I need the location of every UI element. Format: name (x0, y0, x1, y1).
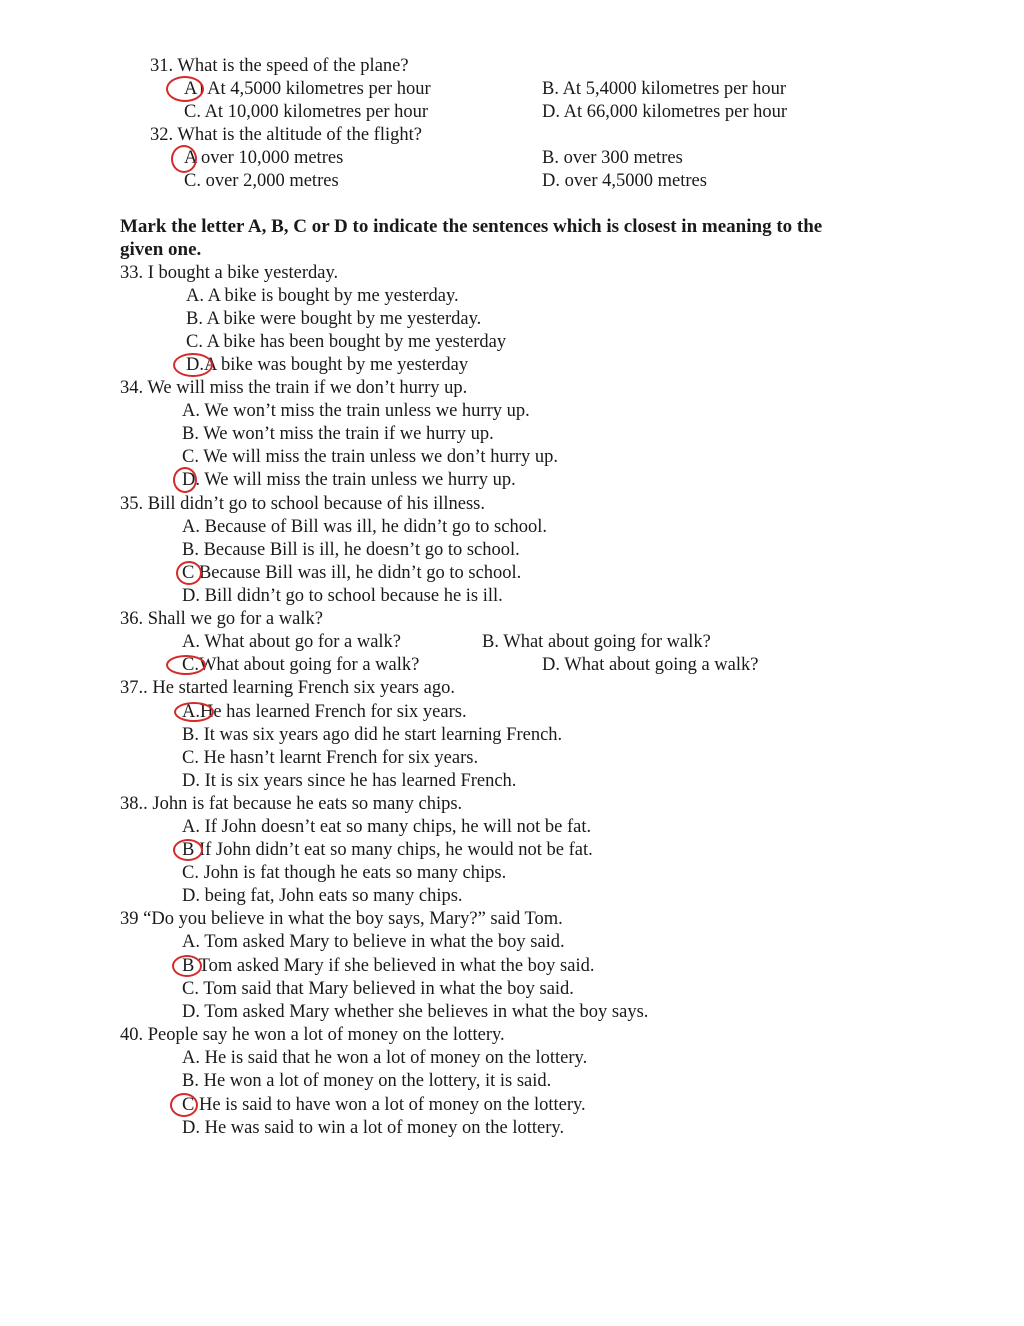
answer-circle-34 (173, 467, 197, 493)
question-40: 40. People say he won a lot of money on the lottery. (120, 1025, 505, 1045)
q32-option-a: A over 10,000 metres (184, 148, 344, 168)
q37-option-a: A.He has learned French for six years. (182, 702, 467, 722)
q37-option-b: B. It was six years ago did he start learning French. (182, 725, 563, 745)
question-35: 35. Bill didn’t go to school because of his illness. (120, 494, 486, 514)
q33-option-a: A. A bike is bought by me yesterday. (186, 286, 459, 306)
q37-option-c: C. He hasn’t learnt French for six years. (182, 748, 479, 768)
question-36: 36. Shall we go for a walk? (120, 609, 323, 629)
q33-option-d: D.A bike was bought by me yesterday (186, 355, 469, 375)
q40-option-b: B. He won a lot of money on the lottery, it is said. (182, 1071, 552, 1091)
q36-option-d: D. What about going a walk? (542, 655, 759, 675)
q38-option-d: D. being fat, John eats so many chips. (182, 886, 463, 906)
question-34: 34. We will miss the train if we don’t hurry up. (120, 378, 468, 398)
q31-option-d: D. At 66,000 kilometres per hour (542, 102, 788, 122)
answer-circle-38 (173, 839, 203, 861)
q31-option-a: A) At 4,5000 kilometres per hour (184, 79, 431, 99)
q34-option-c: C. We will miss the train unless we don’t hurry up. (182, 447, 559, 467)
answer-circle-37 (174, 702, 214, 722)
q36-option-b: B. What about going for walk? (482, 632, 711, 652)
answer-circle-40 (170, 1093, 198, 1117)
q39-option-c: C. Tom said that Mary believed in what the boy said. (182, 979, 574, 999)
q39-option-b: B Tom asked Mary if she believed in what the boy said. (182, 956, 595, 976)
q35-option-c: C Because Bill was ill, he didn’t go to school. (182, 563, 522, 583)
q32-option-c: C. over 2,000 metres (184, 171, 339, 191)
q38-option-a: A. If John doesn’t eat so many chips, he will not be fat. (182, 817, 592, 837)
q35-option-d: D. Bill didn’t go to school because he is ill. (182, 586, 503, 606)
q35-option-b: B. Because Bill is ill, he doesn’t go to school. (182, 540, 520, 560)
q36-option-c: C.What about going for a walk? (182, 655, 420, 675)
answer-circle-35 (176, 561, 202, 585)
q40-option-d: D. He was said to win a lot of money on the lottery. (182, 1118, 565, 1138)
q38-option-c: C. John is fat though he eats so many chips. (182, 863, 507, 883)
answer-circle-32 (171, 145, 197, 173)
question-38: 38.. John is fat because he eats so many chips. (120, 794, 463, 814)
question-37: 37.. He started learning French six years ago. (120, 678, 455, 698)
q37-option-d: D. It is six years since he has learned French. (182, 771, 517, 791)
q40-option-a: A. He is said that he won a lot of money on the lottery. (182, 1048, 588, 1068)
answer-circle-31 (166, 76, 204, 102)
q40-option-c: C He is said to have won a lot of money on the lottery. (182, 1095, 586, 1115)
q33-option-b: B. A bike were bought by me yesterday. (186, 309, 482, 329)
instructions-line-2: given one. (120, 239, 202, 260)
q39-option-d: D. Tom asked Mary whether she believes in what the boy says. (182, 1002, 649, 1022)
q38-option-b: B If John didn’t eat so many chips, he would not be fat. (182, 840, 593, 860)
q34-option-b: B. We won’t miss the train if we hurry up. (182, 424, 494, 444)
question-32: 32. What is the altitude of the flight? (150, 125, 422, 145)
q33-option-c: C. A bike has been bought by me yesterday (186, 332, 507, 352)
question-33: 33. I bought a bike yesterday. (120, 263, 339, 283)
q34-option-d: D. We will miss the train unless we hurry up. (182, 470, 516, 490)
answer-circle-36 (166, 655, 206, 675)
q34-option-a: A. We won’t miss the train unless we hurry up. (182, 401, 530, 421)
q32-option-b: B. over 300 metres (542, 148, 683, 168)
answer-circle-33 (173, 353, 213, 377)
q32-option-d: D. over 4,5000 metres (542, 171, 707, 191)
q36-option-a: A. What about go for a walk? (182, 632, 402, 652)
q39-option-a: A. Tom asked Mary to believe in what the boy said. (182, 932, 565, 952)
answer-circle-39 (172, 955, 202, 977)
q31-option-c: C. At 10,000 kilometres per hour (184, 102, 429, 122)
q31-option-b: B. At 5,4000 kilometres per hour (542, 79, 787, 99)
question-39: 39 “Do you believe in what the boy says, Mary?” said Tom. (120, 909, 563, 929)
instructions-line-1: Mark the letter A, B, C or D to indicate the sentences which is closest in meaning to the (120, 216, 823, 237)
question-31: 31. What is the speed of the plane? (150, 56, 409, 76)
q35-option-a: A. Because of Bill was ill, he didn’t go to school. (182, 517, 547, 537)
